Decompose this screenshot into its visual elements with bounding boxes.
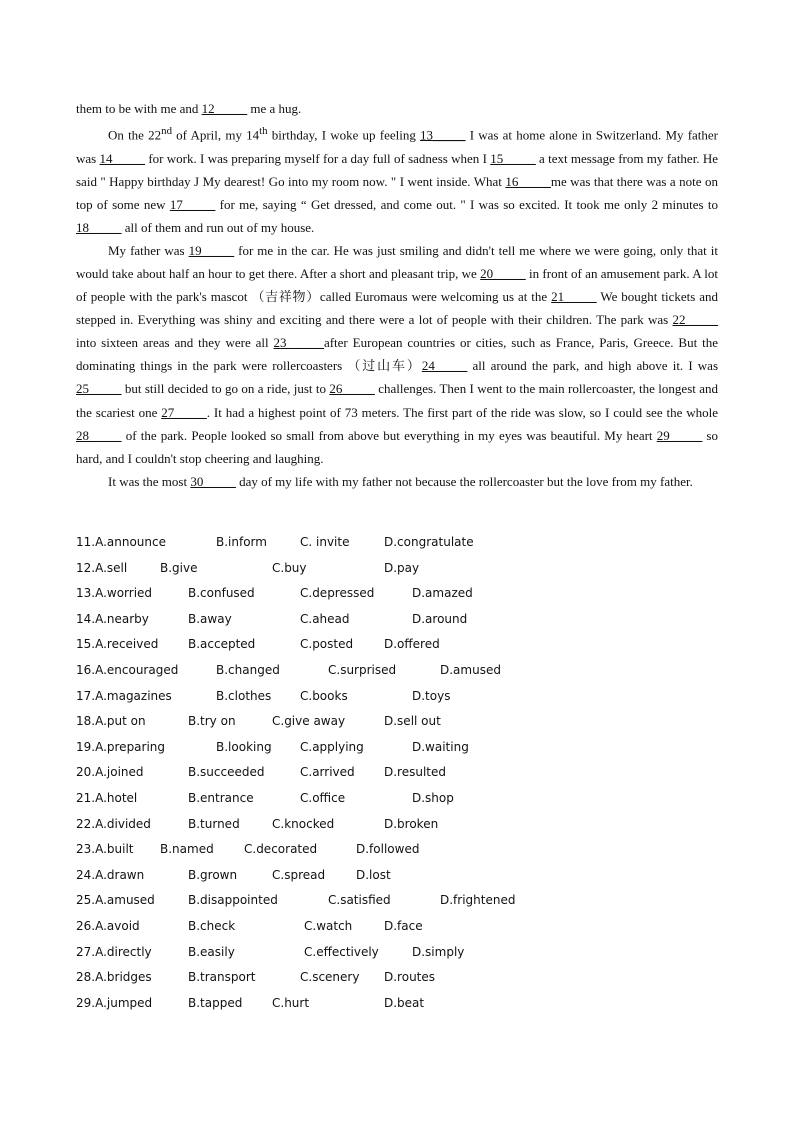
option-d: D.amazed: [412, 586, 473, 601]
question-row-26: [76, 914, 718, 940]
option-d: D.shop: [412, 790, 454, 805]
option-a: 22.A.divided: [76, 816, 151, 831]
question-row-23: [76, 837, 718, 863]
option-c: C.decorated: [244, 842, 318, 857]
option-c: C.give away: [272, 714, 346, 729]
blank-23: 23 _____: [273, 335, 324, 351]
option-b: B.looking: [216, 739, 272, 754]
option-b: B.entrance: [188, 790, 254, 805]
blank-13: 13_____: [420, 127, 466, 143]
blank-18: 18_____: [76, 219, 122, 235]
blank-26: 26_____: [329, 381, 375, 397]
question-row-18: [76, 709, 718, 735]
paragraph-3: [76, 470, 718, 493]
text: . It had a highest point of 73 meters. The first part of the ride was slow, so I could see the whole: [206, 404, 718, 420]
option-c: C.knocked: [272, 816, 335, 831]
option-a: 27.A.directly: [76, 944, 152, 959]
question-row-13: [76, 581, 718, 607]
paragraph-1: [76, 120, 718, 239]
option-a: 17.A.magazines: [76, 688, 172, 703]
option-c: C.watch: [304, 918, 353, 933]
question-row-29: [76, 991, 718, 1017]
question-row-12: [76, 556, 718, 582]
blank-27: 27_____: [161, 404, 207, 420]
text: into sixteen areas and they were all: [76, 335, 274, 351]
option-b: B.try on: [188, 714, 236, 729]
option-c: C.books: [300, 688, 348, 703]
blank-28: 28_____: [76, 427, 122, 443]
question-row-25: [76, 888, 718, 914]
option-d: D.simply: [412, 944, 465, 959]
option-d: D.toys: [412, 688, 451, 703]
option-a: 21.A.hotel: [76, 790, 138, 805]
option-d: D.sell out: [384, 714, 441, 729]
option-d: D.amused: [440, 662, 501, 677]
option-b: B.check: [188, 918, 236, 933]
blank-21: 21_____: [551, 289, 597, 305]
option-a: 14.A.nearby: [76, 611, 149, 626]
option-c: C. invite: [300, 535, 350, 549]
blank-25: 25_____: [76, 381, 122, 397]
option-b: B.inform: [216, 535, 267, 549]
option-c: C.buy: [272, 560, 307, 575]
blank-20: 20_____: [480, 265, 526, 281]
option-a: 25.A.amused: [76, 893, 155, 908]
option-c: C.spread: [272, 867, 326, 882]
question-row-16: [76, 658, 718, 684]
option-b: B.give: [160, 560, 198, 575]
option-a: 26.A.avoid: [76, 918, 140, 933]
text: all around the park, and high above it. I was: [467, 358, 719, 374]
question-row-21: [76, 786, 718, 812]
blank-17: 17_____: [169, 196, 216, 212]
question-row-19: [76, 735, 718, 761]
question-row-20: [76, 760, 718, 786]
text: challenges. Then I went to the main rollercoaster, the longest and the scariest one: [76, 381, 719, 420]
text: me a hug.: [247, 101, 302, 116]
option-c: C.hurt: [272, 995, 310, 1010]
question-row-28: [76, 965, 718, 991]
paragraph-0: [76, 97, 718, 120]
option-c: C.applying: [300, 739, 364, 754]
option-d: D.beat: [384, 995, 425, 1010]
blank-14: 14_____: [99, 150, 146, 166]
text: a text message from my father. He said " Happy birthday J My dearest! Go into my room now. " I went inside. What: [76, 150, 719, 189]
question-row-24: [76, 863, 718, 889]
question-row-27: [76, 940, 718, 966]
option-d: D.resulted: [384, 765, 447, 780]
text: On the 22: [108, 127, 162, 143]
option-b: B.accepted: [188, 637, 256, 652]
question-row-17: [76, 684, 718, 710]
option-a: 12.A.sell: [76, 560, 128, 575]
option-b: B.transport: [188, 970, 256, 985]
option-d: D.lost: [356, 867, 391, 882]
option-d: D.congratulate: [384, 535, 474, 549]
superscript: nd: [161, 125, 172, 138]
text: all of them and run out of my house.: [121, 219, 315, 235]
option-c: C.posted: [300, 637, 354, 652]
text: It was the most: [108, 473, 191, 489]
option-c: C.scenery: [300, 970, 360, 985]
text: after European countries or cities, such as France, Paris, Greece. But the dominating things in the park were rollercoasters （过山车）: [76, 335, 719, 374]
option-b: B.disappointed: [188, 893, 278, 908]
option-a: 16.A.encouraged: [76, 662, 179, 677]
option-c: C.arrived: [300, 765, 355, 780]
option-c: C.satisfied: [328, 893, 391, 908]
cloze-passage: [76, 97, 718, 493]
option-b: B.succeeded: [188, 765, 265, 780]
text: so hard, and I couldn't stop cheering and laughing.: [76, 427, 718, 466]
option-b: B.clothes: [216, 688, 272, 703]
option-b: B.changed: [216, 662, 280, 677]
paragraph-2: [76, 239, 718, 470]
text: My father was: [108, 242, 189, 258]
option-d: D.broken: [384, 816, 439, 831]
text: of April, my 14: [171, 127, 260, 143]
text: me was that there was a note on top of some new: [76, 173, 718, 212]
superscript: th: [259, 125, 268, 138]
option-a: 15.A.received: [76, 637, 159, 652]
option-b: B.tapped: [188, 995, 243, 1010]
text: for me in the car. He was just smiling and didn't tell me where we were going, only that it would take about half an hour to get there. After a short and pleasant trip, we: [76, 242, 718, 281]
option-a: 19.A.preparing: [76, 739, 166, 754]
option-b: B.easily: [188, 944, 235, 959]
blank-24: 24_____: [421, 358, 468, 374]
blank-29: 29_____: [656, 427, 703, 443]
text: I was at home alone in Switzerland. My father was: [76, 127, 718, 166]
text: birthday, I woke up feeling: [267, 127, 421, 143]
blank-15: 15_____: [490, 150, 536, 166]
text: We bought tickets and stepped in. Everything was shiny and exciting and there were a lot of people with their children. The park was: [76, 289, 718, 328]
blank-16: 16_____: [505, 173, 551, 189]
option-c: C.ahead: [300, 611, 350, 626]
text: day of my life with my father not because the rollercoaster but the love from my father.: [235, 473, 693, 489]
question-row-15: [76, 632, 718, 658]
question-row-14: [76, 607, 718, 633]
option-d: D.routes: [384, 970, 436, 985]
blank-22: 22_____: [672, 312, 718, 328]
text: for me, saying “ Get dressed, and come out. " I was so excited. It took me only 2 minutes to: [215, 196, 718, 212]
blank-30: 30_____: [190, 473, 236, 489]
text: for work. I was preparing myself for a day full of sadness when I: [145, 150, 491, 166]
option-d: D.waiting: [412, 739, 469, 754]
question-list: [76, 530, 718, 1016]
option-b: B.confused: [188, 586, 255, 601]
option-d: D.face: [384, 918, 423, 933]
option-d: D.offered: [384, 637, 440, 652]
blank-19: 19_____: [188, 242, 235, 258]
question-row-22: [76, 812, 718, 838]
text: but still decided to go on a ride, just to: [121, 381, 330, 397]
option-a: 24.A.drawn: [76, 867, 145, 882]
option-d: D.followed: [356, 842, 420, 857]
option-a: 18.A.put on: [76, 714, 146, 729]
option-c: C.depressed: [300, 586, 375, 601]
option-a: 28.A.bridges: [76, 970, 152, 985]
option-b: B.away: [188, 611, 232, 626]
text: of the park. People looked so small from above but everything in my eyes was beautiful. My heart: [121, 427, 657, 443]
option-d: D.frightened: [440, 893, 516, 908]
option-a: 23.A.built: [76, 842, 134, 857]
option-b: B.named: [160, 842, 214, 857]
option-a: 29.A.jumped: [76, 995, 153, 1010]
option-b: B.turned: [188, 816, 240, 831]
question-row-11: [76, 530, 718, 556]
option-c: C.surprised: [328, 662, 397, 677]
option-a: 13.A.worried: [76, 586, 153, 601]
text: them to be with me and: [76, 101, 202, 116]
option-d: D.around: [412, 611, 468, 626]
option-d: D.pay: [384, 560, 420, 575]
option-a: 20.A.joined: [76, 765, 144, 780]
option-a: 11.A.announce: [76, 535, 166, 549]
option-c: C.office: [300, 790, 346, 805]
blank-12: 12_____: [201, 101, 248, 116]
option-c: C.effectively: [304, 944, 379, 959]
option-b: B.grown: [188, 867, 238, 882]
text: in front of an amusement park. A lot of people with the park's mascot （吉祥物）called Euromaus were welcoming us at the: [76, 265, 719, 305]
